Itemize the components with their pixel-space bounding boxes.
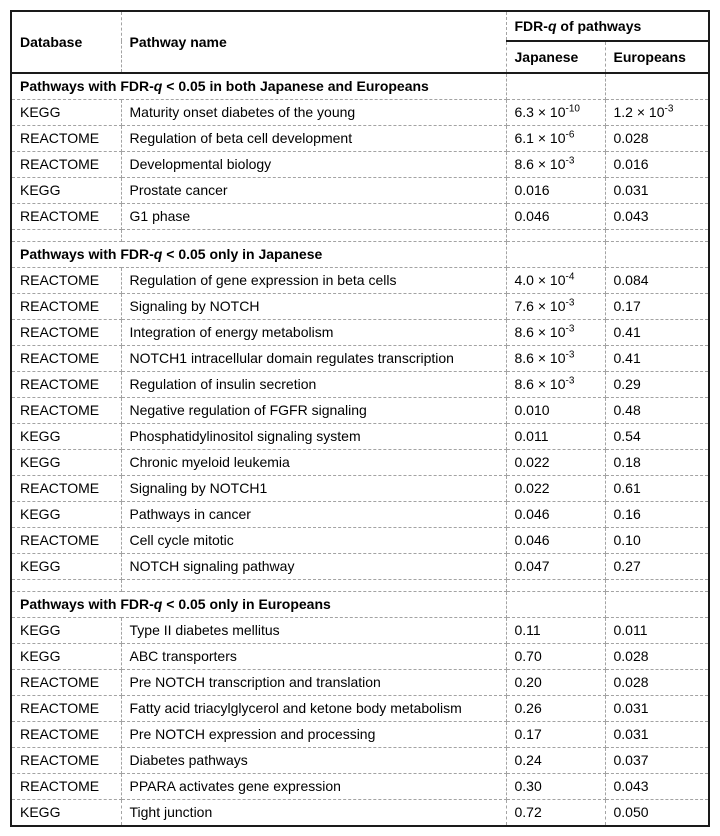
cell-database: REACTOME — [11, 774, 121, 800]
cell-fdr-japanese: 0.011 — [506, 424, 605, 450]
cell-database: KEGG — [11, 100, 121, 126]
cell-fdr-europeans: 0.050 — [605, 800, 709, 827]
table-row — [11, 152, 709, 178]
cell-database: REACTOME — [11, 320, 121, 346]
cell-database: REACTOME — [11, 398, 121, 424]
table-row — [11, 800, 709, 827]
table-row — [11, 502, 709, 528]
cell-pathway-name: Diabetes pathways — [121, 748, 506, 774]
cell-pathway-name: Regulation of gene expression in beta cells — [121, 268, 506, 294]
spacer-cell — [11, 230, 121, 242]
cell-fdr-japanese: 0.046 — [506, 528, 605, 554]
section-header-text-q: q — [153, 596, 163, 612]
spacer-cell — [605, 580, 709, 592]
table-row — [11, 774, 709, 800]
table-row — [11, 748, 709, 774]
spacer-cell — [605, 230, 709, 242]
cell-database: KEGG — [11, 450, 121, 476]
cell-fdr-europeans: 0.028 — [605, 126, 709, 152]
cell-pathway-name: Regulation of insulin secretion — [121, 372, 506, 398]
col-header-europeans: Europeans — [605, 41, 709, 73]
cell-database: REACTOME — [11, 476, 121, 502]
section-header-text-post: < 0.05 only in Japanese — [162, 246, 323, 262]
cell-pathway-name: Prostate cancer — [121, 178, 506, 204]
cell-fdr-japanese: $7.6 \times 10^{-3}$ — [506, 294, 605, 320]
cell-pathway-name: Chronic myeloid leukemia — [121, 450, 506, 476]
cell-pathway-name: Maturity onset diabetes of the young — [121, 100, 506, 126]
section-header-label — [11, 242, 506, 268]
cell-fdr-europeans: 0.54 — [605, 424, 709, 450]
table-row — [11, 696, 709, 722]
cell-database: REACTOME — [11, 670, 121, 696]
cell-fdr-europeans: 0.031 — [605, 722, 709, 748]
cell-fdr-japanese: 0.016 — [506, 178, 605, 204]
cell-fdr-japanese: $6.3 \times 10^{-10}$ — [506, 100, 605, 126]
cell-database: REACTOME — [11, 722, 121, 748]
cell-fdr-japanese: $6.1 \times 10^{-6}$ — [506, 126, 605, 152]
cell-fdr-japanese: 0.047 — [506, 554, 605, 580]
table-row — [11, 204, 709, 230]
section-header-text-pre: Pathways with FDR- — [20, 596, 154, 612]
cell-pathway-name: Fatty acid triacylglycerol and ketone body metabolism — [121, 696, 506, 722]
cell-fdr-japanese: $8.6 \times 10^{-3}$ — [506, 320, 605, 346]
cell-fdr-europeans: 0.10 — [605, 528, 709, 554]
cell-fdr-europeans: 0.037 — [605, 748, 709, 774]
table-row — [11, 268, 709, 294]
section-header-text-q: q — [153, 246, 163, 262]
section-header-empty-cell — [506, 73, 605, 100]
cell-fdr-europeans: 0.016 — [605, 152, 709, 178]
cell-fdr-europeans: 0.028 — [605, 670, 709, 696]
section-header-text-pre: Pathways with FDR- — [20, 246, 154, 262]
cell-fdr-japanese: $8.6 \times 10^{-3}$ — [506, 152, 605, 178]
cell-pathway-name: Phosphatidylinositol signaling system — [121, 424, 506, 450]
fdr-group-text-q: q — [547, 17, 557, 34]
table-row — [11, 644, 709, 670]
section-header-empty-cell — [605, 592, 709, 618]
cell-fdr-europeans: 0.043 — [605, 204, 709, 230]
table-row — [11, 528, 709, 554]
table-row — [11, 346, 709, 372]
cell-fdr-europeans: 0.29 — [605, 372, 709, 398]
cell-fdr-japanese: 0.70 — [506, 644, 605, 670]
cell-database: KEGG — [11, 554, 121, 580]
cell-fdr-europeans: 0.084 — [605, 268, 709, 294]
table-row — [11, 398, 709, 424]
section-header-text-pre: Pathways with FDR- — [20, 78, 154, 94]
col-header-database: Database — [11, 11, 121, 73]
cell-fdr-japanese: 0.17 — [506, 722, 605, 748]
table-row — [11, 126, 709, 152]
cell-pathway-name: Regulation of beta cell development — [121, 126, 506, 152]
cell-database: REACTOME — [11, 696, 121, 722]
cell-database: REACTOME — [11, 372, 121, 398]
cell-fdr-japanese: 0.022 — [506, 450, 605, 476]
cell-fdr-japanese: 0.20 — [506, 670, 605, 696]
table-row — [11, 372, 709, 398]
cell-fdr-japanese: 0.046 — [506, 204, 605, 230]
table-row — [11, 476, 709, 502]
table-row — [11, 670, 709, 696]
section-header-empty-cell — [605, 73, 709, 100]
cell-fdr-japanese: 0.11 — [506, 618, 605, 644]
cell-fdr-europeans: 0.17 — [605, 294, 709, 320]
cell-database: KEGG — [11, 424, 121, 450]
cell-database: KEGG — [11, 618, 121, 644]
cell-database: REACTOME — [11, 346, 121, 372]
cell-fdr-europeans: 0.031 — [605, 178, 709, 204]
cell-fdr-japanese: 0.26 — [506, 696, 605, 722]
table-row — [11, 722, 709, 748]
cell-pathway-name: Tight junction — [121, 800, 506, 827]
spacer-cell — [11, 580, 121, 592]
col-header-japanese: Japanese — [506, 41, 605, 73]
pathways-fdr-table — [10, 10, 710, 827]
table-row — [11, 178, 709, 204]
section-header-empty-cell — [506, 242, 605, 268]
table-row — [11, 294, 709, 320]
table-row — [11, 100, 709, 126]
cell-fdr-japanese: 0.72 — [506, 800, 605, 827]
section-header-row — [11, 242, 709, 268]
cell-fdr-japanese: 0.010 — [506, 398, 605, 424]
col-header-pathway-name: Pathway name — [121, 11, 506, 73]
col-header-fdr-group — [506, 11, 709, 41]
cell-database: REACTOME — [11, 126, 121, 152]
table-row — [11, 424, 709, 450]
fdr-group-text-pre: FDR- — [514, 17, 548, 34]
cell-fdr-europeans: 0.41 — [605, 346, 709, 372]
cell-fdr-europeans: 0.27 — [605, 554, 709, 580]
cell-database: KEGG — [11, 178, 121, 204]
cell-pathway-name: ABC transporters — [121, 644, 506, 670]
table-row — [11, 554, 709, 580]
spacer-row — [11, 580, 709, 592]
cell-database: REACTOME — [11, 748, 121, 774]
cell-pathway-name: Signaling by NOTCH — [121, 294, 506, 320]
cell-database: KEGG — [11, 800, 121, 827]
section-header-empty-cell — [506, 592, 605, 618]
section-header-text-q: q — [153, 78, 163, 94]
cell-fdr-europeans: 0.16 — [605, 502, 709, 528]
cell-fdr-europeans: 0.011 — [605, 618, 709, 644]
table-body — [11, 73, 709, 826]
cell-pathway-name: Integration of energy metabolism — [121, 320, 506, 346]
spacer-cell — [506, 230, 605, 242]
spacer-cell — [121, 580, 506, 592]
cell-pathway-name: Type II diabetes mellitus — [121, 618, 506, 644]
section-header-label — [11, 73, 506, 100]
section-header-row — [11, 73, 709, 100]
section-header-empty-cell — [605, 242, 709, 268]
cell-pathway-name: Pathways in cancer — [121, 502, 506, 528]
cell-fdr-europeans: 0.48 — [605, 398, 709, 424]
cell-pathway-name: G1 phase — [121, 204, 506, 230]
cell-pathway-name: Pre NOTCH expression and processing — [121, 722, 506, 748]
cell-database: REACTOME — [11, 268, 121, 294]
cell-fdr-europeans: 0.18 — [605, 450, 709, 476]
cell-fdr-europeans: 0.028 — [605, 644, 709, 670]
table-header — [11, 11, 709, 73]
cell-fdr-japanese: $8.6 \times 10^{-3}$ — [506, 372, 605, 398]
cell-fdr-japanese: $4.0 \times 10^{-4}$ — [506, 268, 605, 294]
cell-database: KEGG — [11, 644, 121, 670]
table-row — [11, 450, 709, 476]
table-row — [11, 320, 709, 346]
cell-fdr-europeans: 0.41 — [605, 320, 709, 346]
cell-pathway-name: Pre NOTCH transcription and translation — [121, 670, 506, 696]
spacer-cell — [121, 230, 506, 242]
cell-pathway-name: NOTCH signaling pathway — [121, 554, 506, 580]
spacer-row — [11, 230, 709, 242]
cell-pathway-name: Signaling by NOTCH1 — [121, 476, 506, 502]
cell-fdr-japanese: $8.6 \times 10^{-3}$ — [506, 346, 605, 372]
cell-fdr-japanese: 0.046 — [506, 502, 605, 528]
cell-pathway-name: PPARA activates gene expression — [121, 774, 506, 800]
header-row-top — [11, 11, 709, 41]
cell-database: REACTOME — [11, 294, 121, 320]
cell-pathway-name: Cell cycle mitotic — [121, 528, 506, 554]
table-row — [11, 618, 709, 644]
section-header-text-post: < 0.05 only in Europeans — [162, 596, 331, 612]
cell-fdr-japanese: 0.022 — [506, 476, 605, 502]
spacer-cell — [506, 580, 605, 592]
cell-pathway-name: NOTCH1 intracellular domain regulates transcription — [121, 346, 506, 372]
cell-pathway-name: Negative regulation of FGFR signaling — [121, 398, 506, 424]
section-header-row — [11, 592, 709, 618]
fdr-group-text-post: of pathways — [556, 17, 642, 34]
cell-fdr-europeans: 0.031 — [605, 696, 709, 722]
cell-database: KEGG — [11, 502, 121, 528]
cell-fdr-japanese: 0.24 — [506, 748, 605, 774]
cell-database: REACTOME — [11, 152, 121, 178]
cell-database: REACTOME — [11, 204, 121, 230]
cell-database: REACTOME — [11, 528, 121, 554]
section-header-label — [11, 592, 506, 618]
cell-fdr-europeans: 0.043 — [605, 774, 709, 800]
section-header-text-post: < 0.05 in both Japanese and Europeans — [162, 78, 429, 94]
cell-fdr-europeans: 0.61 — [605, 476, 709, 502]
cell-pathway-name: Developmental biology — [121, 152, 506, 178]
cell-fdr-europeans: $1.2 \times 10^{-3}$ — [605, 100, 709, 126]
cell-fdr-japanese: 0.30 — [506, 774, 605, 800]
